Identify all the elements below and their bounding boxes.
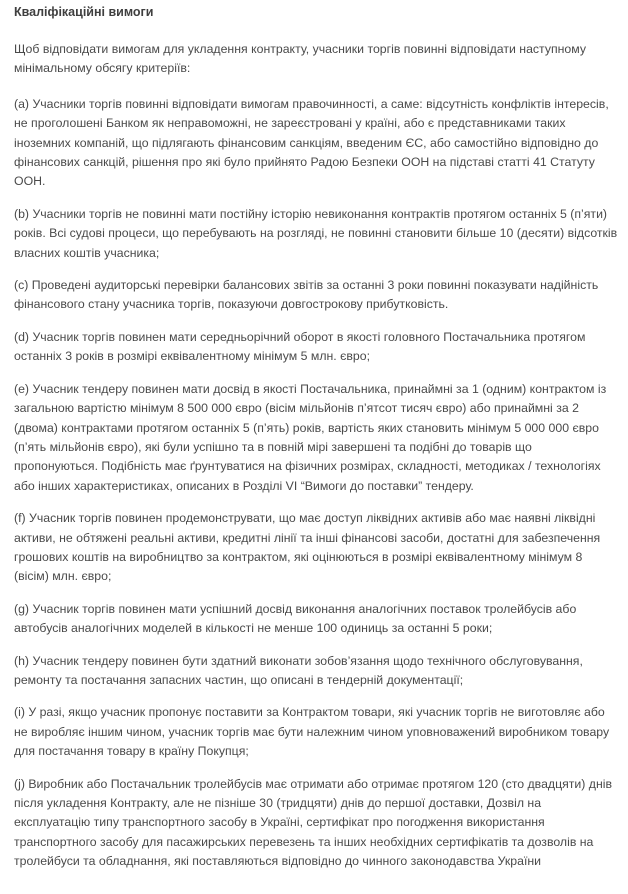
requirement-e: (e) Учасник тендеру повинен мати досвід в якості Постачальника, принаймні за 1 (одним) контрактом із загальною вартістю мінімум 8 500 000 євро (вісім мільйонів п’ятсот тисяч євро) або принаймні за 2 (двома) контрактами протягом останніх 5 (п’ять) років, вартість яких становить мінімум 5 000 000 євро (п’ять мільйонів євро), які були успішно та в повній мірі завершені та подібні до товарів що пропонуються. Подібність має ґрунтуватися на фізичних розмірах, складності, методиках / технологіях або інших характеристиках, описаних в Розділі VI “Вимоги до поставки” тендеру. — [14, 381, 607, 493]
intro-paragraph: Щоб відповідати вимогам для укладення контракту, учасники торгів повинні відповідати наступному мінімальному обсягу критеріїв: — [14, 42, 587, 76]
requirement-g: (g) Учасник торгів повинен мати успішний досвід виконання аналогічних поставок тролейбусів або автобусів аналогічних моделей в кількості не менше 100 одиниць за останні 5 роки; — [14, 601, 577, 636]
requirement-a: (a) Учасники торгів повинні відповідати вимогам правочинності, а саме: відсутність конфліктів інтересів, не проголошені Банком як неправоможні, не зареєстровані у країні, або є представниками таких іноземних компаній, що підлягають фінансовим санкціям, введеним ЄС, або самостійно відповідно до фінансових санкцій, рішення про які було прийнято Радою Безпеки ООН на підставі статті 41 Статуту ООН. — [14, 96, 609, 189]
requirement-c: (c) Проведені аудиторські перевірки балансових звітів за останні 3 роки повинні показувати надійність фінансового стану учасника торгів, показуючи довгострокову прибутковість. — [14, 278, 599, 312]
requirement-b: (b) Учасники торгів не повинні мати постійну історію невиконання контрактів протягом останніх 5 (п’яти) років. Всі судові процеси, що перебувають на розгляді, не повинні становити більше 10 (десяти) відсотків власних коштів учасника; — [14, 206, 618, 260]
section-title: Кваліфікаційні вимоги — [14, 5, 154, 19]
requirement-j: (j) Виробник або Постачальник тролейбусів має отримати або отримає протягом 120 (сто двадцяти) днів після укладення Контракту, але не пізніше 30 (тридцяти) днів до першої доставки, Дозвіл на експлуатацію типу транспортного засобу в Україні, сертифікат про погодження використання транспортного засобу для пасажирських перевезень та інших необхідних сертифікатів та дозволів на тролейбуси та обладнання, які поставляються відповідно до чинного законодавства України — [14, 776, 613, 869]
requirement-d: (d) Учасник торгів повинен мати середньорічний оборот в якості головного Постачальника протягом останніх 3 років в розмірі еквівалентному мінімум 5 млн. євро; — [14, 329, 586, 364]
requirement-f: (f) Учасник торгів повинен продемонструвати, що має доступ ліквідних активів або має наявні ліквідні активи, не обтяжені реальні активи, кредитні лінії та інші фінансові засоби, достатні для забезпечення грошових коштів на виробництво за контрактом, які оцінюються в розмірі еквівалентному мінімум 8 (вісім) млн. євро; — [14, 511, 601, 584]
requirement-i: (i) У разі, якщо учасник пропонує поставити за Контрактом товари, які учасник торгів не виготовляє або не виробляє іншим чином, учасник торгів має бути належним чином уповноважений виробником товару для постачання товару в країну Покупця; — [14, 705, 610, 759]
document — [0, 2, 628, 872]
requirement-h: (h) Учасник тендеру повинен бути здатний виконати зобов’язання щодо технічного обслуговування, ремонту та постачання запасних частин, що описані в тендерній документації; — [14, 653, 583, 687]
